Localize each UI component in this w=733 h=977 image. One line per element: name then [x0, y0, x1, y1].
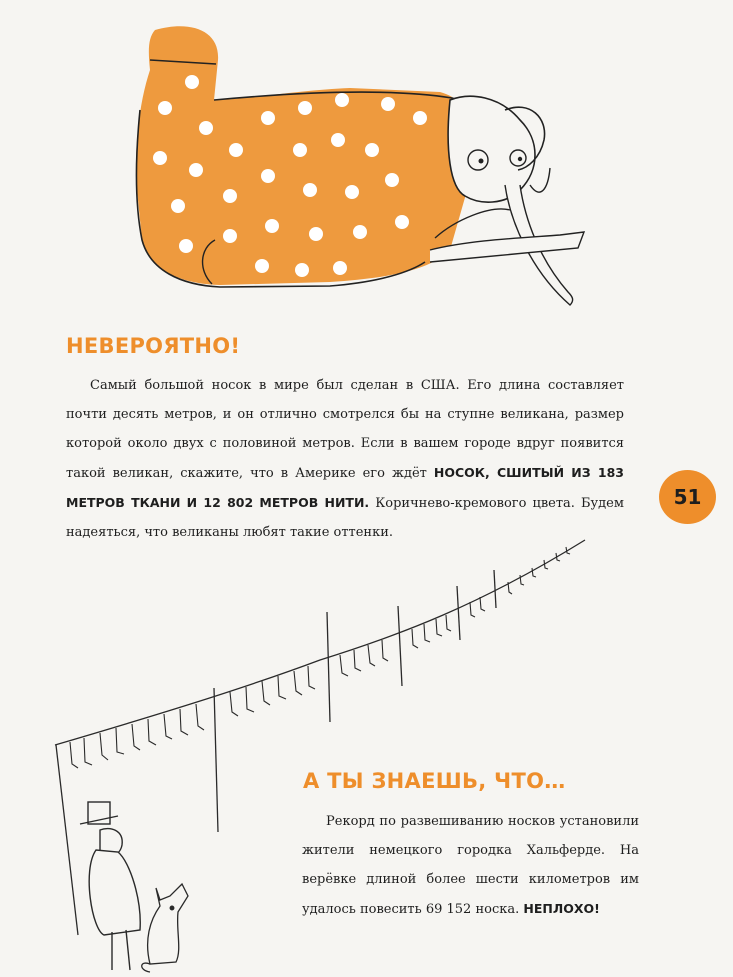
page-number-badge — [659, 470, 716, 524]
paragraph-emphasis: НОСОК, СШИТЫЙ ИЗ 183 МЕТРОВ ТКАНИ И 12 802 МЕТРОВ НИТИ. — [66, 465, 624, 510]
page-number: 51 — [673, 485, 702, 509]
dog — [142, 884, 188, 972]
paragraph-sock-record — [302, 807, 639, 924]
heading-incredible: НЕВЕРОЯТНО! — [66, 334, 241, 358]
paragraph-largest-sock — [66, 371, 624, 547]
paragraph-text: Самый большой носок в мире был сделан в США. Его длина составляет почти десять метров, и он отлично смотрелся бы на ступне великана, размер которой около двух с половиной метров. Если в вашем городе вдруг появится такой великан, скажите, что в Америке его ждёт — [66, 378, 624, 481]
heading-did-you-know: А ТЫ ЗНАЕШЬ, ЧТО… — [303, 769, 566, 793]
paragraph-text: Рекорд по развешиванию носков установили жители немецкого городка Хальферде. На верёвке длиной более шести километров им удалось повесить 69 152 носка. — [302, 814, 639, 917]
man-in-top-hat — [80, 802, 140, 970]
paragraph-emphasis: НЕПЛОХО! — [523, 901, 600, 916]
paragraph-text-end: Коричнево-кремового цвета. Будем надеяться, что великаны любят такие оттенки. — [66, 496, 624, 540]
elephant-in-polka-dot-sock — [136, 26, 584, 305]
